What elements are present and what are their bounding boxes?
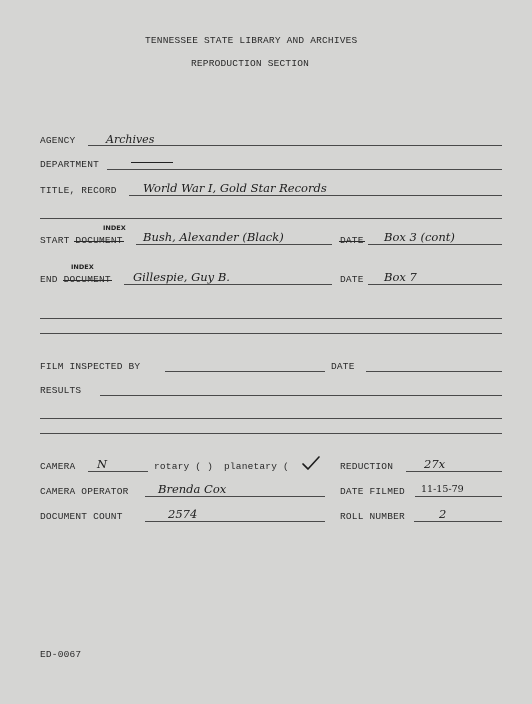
document-count-line [145,521,325,522]
title-record-label: TITLE, RECORD [40,185,117,196]
document-count-label: DOCUMENT COUNT [40,511,123,522]
start-name-value: Bush, Alexander (Black) [143,230,284,244]
start-date-struck: DATE [340,235,364,246]
roll-number-value: 2 [439,507,447,521]
agency-value: Archives [106,133,155,146]
roll-number-line [414,521,502,522]
roll-number-label: ROLL NUMBER [340,511,405,522]
camera-operator-value: Brenda Cox [158,482,227,496]
start-date-value: Box 3 (cont) [384,230,455,244]
end-document-struck: DOCUMENT [63,274,111,285]
blank-line-2 [40,333,502,334]
end-name-line [124,284,332,285]
camera-operator-line [145,496,325,497]
end-label [40,275,111,285]
end-name-value: Gillespie, Guy B. [133,270,230,284]
date-filmed-line [415,496,502,497]
title-record-line-2 [40,218,502,219]
blank-line-1 [40,318,502,319]
start-label [40,236,123,246]
start-document-struck: DOCUMENT [75,235,123,246]
document-count-value: 2574 [168,507,198,521]
planetary-checkmark-icon [301,455,321,471]
start-index-note: INDEX [103,224,126,232]
reduction-line [406,471,502,472]
start-date-label [340,236,364,246]
results-line-3 [40,433,502,434]
rotary-label: rotary ( ) [154,461,214,472]
inspected-date-label: DATE [331,361,355,372]
reduction-value: 27x [424,457,446,471]
planetary-label: planetary ( [224,461,289,472]
title-record-value: World War I, Gold Star Records [143,181,327,195]
form-title: TENNESSEE STATE LIBRARY AND ARCHIVES [145,35,358,46]
end-index-note: INDEX [71,263,94,271]
department-label: DEPARTMENT [40,159,100,170]
end-date-line [368,284,502,285]
end-date-label: DATE [340,274,364,285]
department-line [107,169,502,170]
date-filmed-value: 11-15-79 [421,484,464,495]
department-dash [131,162,173,163]
results-line [100,395,502,396]
agency-label: AGENCY [40,135,76,146]
end-label-text: END [40,274,58,285]
camera-label: CAMERA [40,461,76,472]
camera-operator-label: CAMERA OPERATOR [40,486,129,497]
film-inspected-label: FILM INSPECTED BY [40,361,141,372]
agency-line [88,145,502,146]
title-record-line [129,195,502,196]
start-date-line [368,244,502,245]
results-line-2 [40,418,502,419]
end-date-value: Box 7 [384,270,417,284]
camera-line [88,471,148,472]
inspected-date-line [366,371,502,372]
camera-value: N [97,457,108,471]
form-subtitle: REPRODUCTION SECTION [191,58,310,69]
reduction-label: REDUCTION [340,461,394,472]
form-code: ED-0067 [40,649,82,660]
start-label-text: START [40,235,70,246]
date-filmed-label: DATE FILMED [340,486,405,497]
start-name-line [136,244,332,245]
results-label: RESULTS [40,385,82,396]
film-inspected-line [165,371,325,372]
